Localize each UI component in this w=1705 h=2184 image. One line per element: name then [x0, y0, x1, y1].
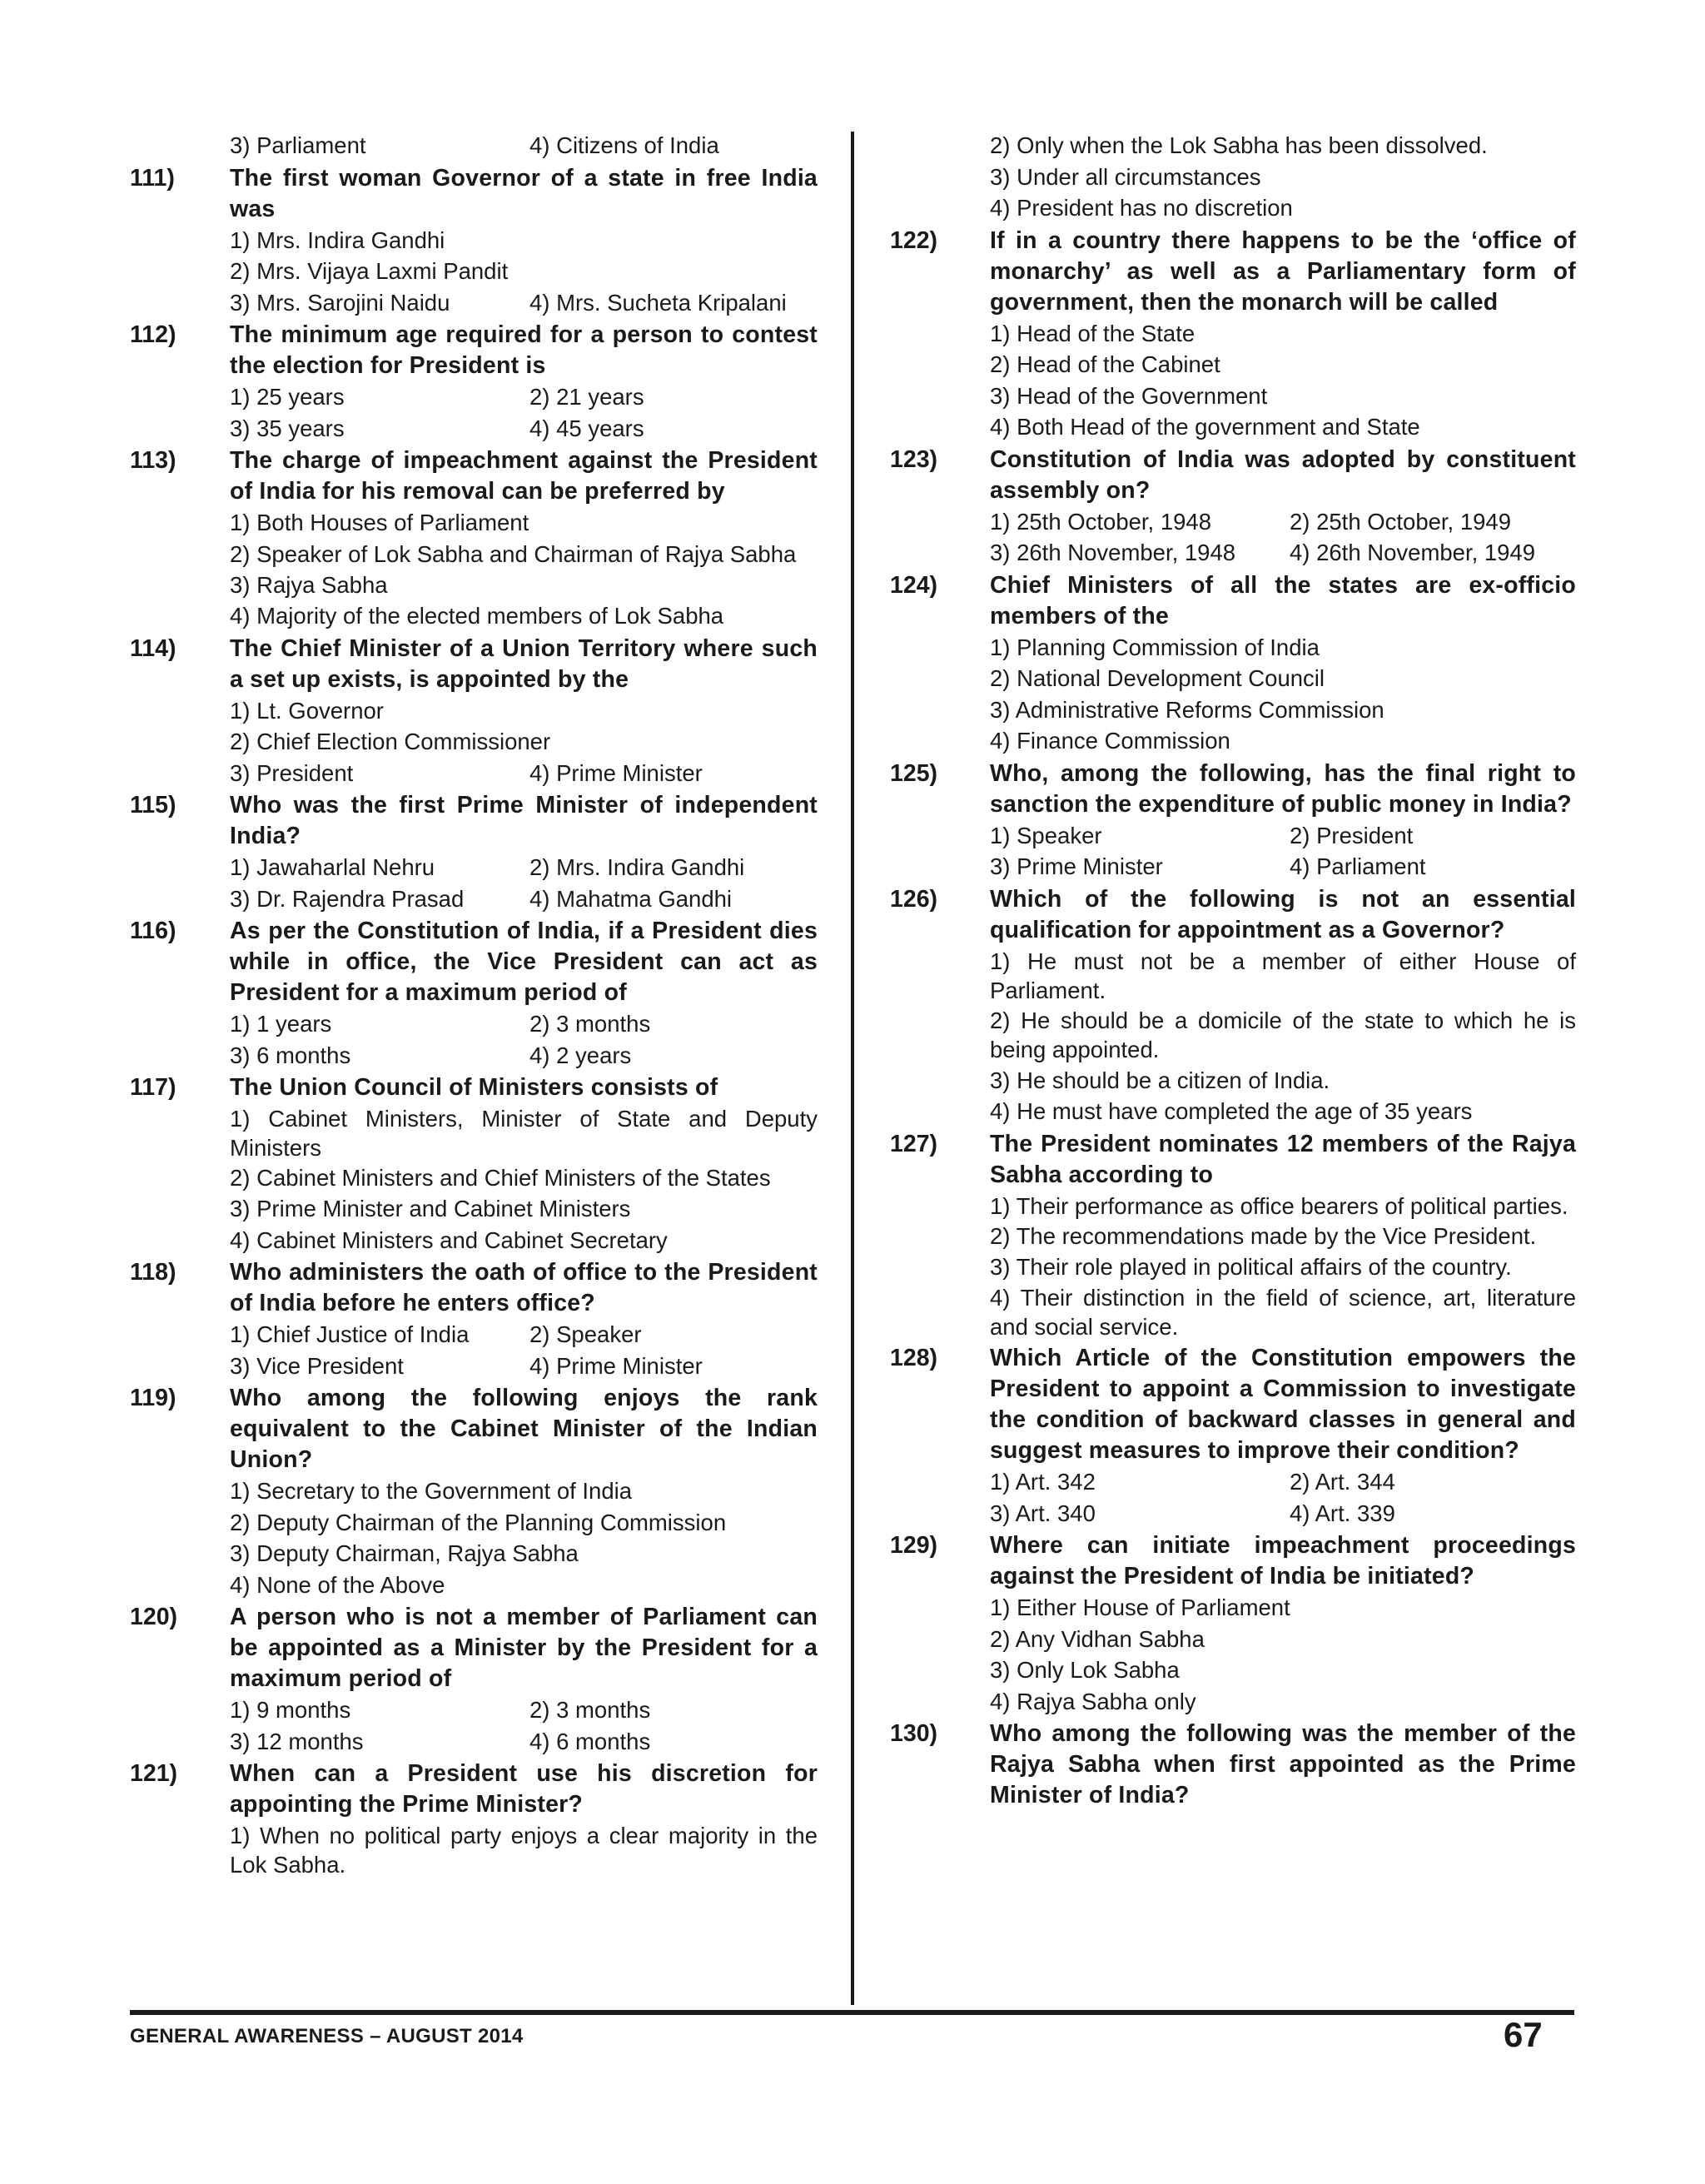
option: 4) 45 years: [529, 415, 644, 441]
option: 4) Both Head of the government and State: [990, 414, 1420, 440]
option: 3) Parliament: [230, 132, 366, 158]
question-number: 129): [890, 1532, 938, 1559]
question-text: Who was the first Prime Minister of independent India?: [230, 792, 818, 849]
option: 1) Cabinet Ministers, Minister of State and Deputy Ministers: [230, 1106, 818, 1161]
option: 1) Speaker: [990, 822, 1102, 848]
option: 4) Rajya Sabha only: [990, 1688, 1196, 1714]
option: 3) Prime Minister and Cabinet Ministers: [230, 1196, 631, 1221]
question-115: [125, 790, 818, 914]
option-row: [885, 1498, 1576, 1530]
footer-title: GENERAL AWARENESS – AUGUST 2014: [130, 2025, 524, 2047]
question-number: 128): [890, 1345, 938, 1371]
option: 3) 6 months: [230, 1042, 351, 1068]
question-number: 120): [130, 1604, 178, 1630]
option-row: [125, 1008, 818, 1040]
question-128: [885, 1343, 1576, 1529]
option: 2) Art. 344: [1290, 1469, 1395, 1495]
right-column: [885, 130, 1576, 1811]
question-text: The charge of impeachment against the President of India for his removal can be preferred by: [230, 447, 818, 505]
question-127: [885, 1129, 1576, 1342]
option-row: [885, 820, 1576, 852]
option: 1) 25th October, 1948: [990, 508, 1212, 535]
option-row: [125, 413, 818, 445]
option: 3) Only Lok Sabha: [990, 1657, 1180, 1683]
option: 1) Both Houses of Parliament: [230, 510, 529, 535]
question-text: If in a country there happens to be the ‘office of monarchy’ as well as a Parliamentary form of government, then the monarch will be called: [990, 226, 1576, 316]
question-number: 122): [890, 226, 938, 254]
question-number: 130): [890, 1720, 938, 1747]
option-row: [125, 1351, 818, 1382]
option: 2) Mrs. Vijaya Laxmi Pandit: [230, 258, 509, 284]
option-row: [885, 506, 1576, 538]
question-text: When can a President use his discretion for appointing the Prime Minister?: [230, 1760, 818, 1818]
option: 4) Cabinet Ministers and Cabinet Secretary: [230, 1226, 668, 1253]
option: 2) National Development Council: [990, 665, 1325, 691]
option: 2) 3 months: [529, 1697, 651, 1723]
option: 2) 25th October, 1949: [1290, 508, 1512, 535]
question-number: 112): [130, 321, 176, 348]
option: 4) He must have completed the age of 35 years: [990, 1098, 1473, 1124]
question-112: [125, 320, 818, 444]
option: 4) Parliament: [1290, 853, 1426, 879]
option: 2) Any Vidhan Sabha: [990, 1625, 1205, 1652]
question-123: [885, 445, 1576, 569]
question-number: 125): [890, 759, 938, 787]
option: 3) Mrs. Sarojini Naidu: [230, 289, 450, 316]
option: 2) Cabinet Ministers and Chief Ministers of the States: [230, 1165, 771, 1191]
option: 3) 12 months: [230, 1728, 364, 1754]
option-row: [885, 851, 1576, 883]
option: 3) Rajya Sabha: [230, 571, 388, 598]
option: 2) Deputy Chairman of the Planning Commission: [230, 1509, 727, 1535]
option-row: [125, 130, 818, 162]
option: 1) Their performance as office bearers of political parties.: [990, 1192, 1568, 1219]
option-row: [885, 1466, 1576, 1498]
option-row: [125, 1319, 818, 1351]
option: 2) Speaker of Lok Sabha and Chairman of Rajya Sabha: [230, 540, 797, 567]
option: 1) 25 years: [230, 384, 345, 410]
question-117: [125, 1072, 818, 1256]
option: 2) Only when the Lok Sabha has been dissolved.: [990, 132, 1488, 158]
question-text: Who among the following was the member of the Rajya Sabha when first appointed as the Prime Minister of India?: [990, 1720, 1576, 1808]
option: 4) Prime Minister: [529, 1352, 703, 1379]
option: 1) 9 months: [230, 1697, 351, 1723]
question-113: [125, 445, 818, 632]
option: 4) 6 months: [529, 1728, 651, 1754]
question-text: As per the Constitution of India, if a President dies while in office, the Vice President can act as President for a maximum period of: [230, 918, 818, 1006]
option: 2) Head of the Cabinet: [990, 351, 1220, 377]
question-number: 121): [130, 1760, 178, 1787]
option: 4) Prime Minister: [529, 759, 703, 786]
left-column: [125, 130, 818, 1880]
option: 2) President: [1290, 822, 1414, 848]
question-122: [885, 226, 1576, 443]
question-number: 126): [890, 885, 938, 913]
question-126: [885, 884, 1576, 1127]
option: 3) Dr. Rajendra Prasad: [230, 885, 465, 912]
option-row: [125, 1040, 818, 1072]
option: 2) 3 months: [529, 1011, 651, 1037]
question-number: 114): [130, 634, 176, 662]
option: 2) He should be a domicile of the state to which he is being appointed.: [990, 1007, 1576, 1062]
question-text: The Chief Minister of a Union Territory where such a set up exists, is appointed by the: [230, 634, 818, 693]
option: 3) Prime Minister: [990, 853, 1163, 879]
option-row: [125, 758, 818, 789]
question-124: [885, 570, 1576, 757]
option: 1) Planning Commission of India: [990, 634, 1320, 660]
option-row: [125, 852, 818, 883]
question-text: The Union Council of Ministers consists of: [230, 1074, 718, 1101]
option: 1) Jawaharlal Nehru: [230, 854, 435, 880]
option-row: [125, 883, 818, 915]
option: 1) 1 years: [230, 1011, 332, 1037]
option: 4) Their distinction in the field of science, art, literature and social service.: [990, 1285, 1576, 1340]
question-116: [125, 916, 818, 1071]
option: 2) Speaker: [529, 1321, 642, 1347]
option: 2) Mrs. Indira Gandhi: [529, 854, 745, 880]
option: 3) Their role played in political affairs of the country.: [990, 1253, 1512, 1280]
question-111: [125, 163, 818, 319]
option-row: [125, 287, 818, 319]
question-119: [125, 1383, 818, 1600]
question-129: [885, 1530, 1576, 1717]
footer-rule: [130, 2010, 1574, 2015]
option-row: [885, 537, 1576, 569]
option: 4) Citizens of India: [529, 132, 719, 158]
question-text: The minimum age required for a person to contest the election for President is: [230, 321, 818, 379]
option: 3) Art. 340: [990, 1500, 1096, 1526]
option: 3) President: [230, 759, 354, 786]
question-text: Constitution of India was adopted by constituent assembly on?: [990, 445, 1576, 504]
question-text: Where can initiate impeachment proceedings against the President of India be initiated?: [990, 1532, 1576, 1589]
question-number: 117): [130, 1074, 176, 1101]
question-number: 118): [130, 1259, 176, 1286]
question-text: Who among the following enjoys the rank equivalent to the Cabinet Minister of the Indian Union?: [230, 1385, 818, 1473]
question-number: 113): [130, 447, 176, 474]
option: 1) When no political party enjoys a clear majority in the Lok Sabha.: [230, 1823, 818, 1878]
question-118: [125, 1257, 818, 1381]
question-number: 123): [890, 445, 938, 473]
option: 4) President has no discretion: [990, 195, 1293, 221]
option: 2) 21 years: [529, 384, 644, 410]
page-number: 67: [1504, 2015, 1543, 2054]
question-text: A person who is not a member of Parliament can be appointed as a Minister by the President for a maximum period of: [230, 1604, 818, 1692]
option: 4) Finance Commission: [990, 728, 1230, 754]
question-text: Who administers the oath of office to the President of India before he enters office?: [230, 1259, 818, 1316]
option: 1) Head of the State: [990, 320, 1195, 346]
option-row: [125, 381, 818, 413]
option: 4) Majority of the elected members of Lok Sabha: [230, 603, 724, 629]
question-text: The first woman Governor of a state in free India was: [230, 164, 818, 222]
option: 4) Mahatma Gandhi: [529, 885, 733, 912]
question-text: Chief Ministers of all the states are ex-officio members of the: [990, 571, 1576, 629]
question-130: [885, 1719, 1576, 1811]
option: 3) 26th November, 1948: [990, 540, 1236, 565]
option: 3) Vice President: [230, 1352, 404, 1379]
option: 1) Mrs. Indira Gandhi: [230, 226, 445, 253]
question-text: Who, among the following, has the final right to sanction the expenditure of public money in India?: [990, 759, 1576, 818]
option: 1) Secretary to the Government of India: [230, 1478, 633, 1504]
option: 3) Deputy Chairman, Rajya Sabha: [230, 1540, 579, 1566]
option: 4) Mrs. Sucheta Kripalani: [529, 289, 787, 316]
question-text: Which Article of the Constitution empowers the President to appoint a Commission to investigate the condition of backward classes in general and suggest measures to improve their condition?: [990, 1345, 1576, 1464]
question-number: 115): [130, 792, 176, 818]
column-divider: [851, 132, 854, 2005]
question-text: The President nominates 12 members of the Rajya Sabha according to: [990, 1130, 1576, 1188]
question-number: 124): [890, 571, 938, 599]
option: 1) Art. 342: [990, 1469, 1096, 1495]
option: 4) 2 years: [529, 1042, 632, 1068]
option: 3) He should be a citizen of India.: [990, 1067, 1330, 1093]
question-114: [125, 634, 818, 789]
option: 1) Lt. Governor: [230, 697, 384, 724]
question-number: 127): [890, 1130, 938, 1157]
option: 4) None of the Above: [230, 1571, 445, 1598]
question-number: 116): [130, 918, 176, 944]
option: 4) Art. 339: [1290, 1500, 1395, 1526]
option: 2) Chief Election Commissioner: [230, 729, 551, 754]
option: 3) 35 years: [230, 415, 345, 441]
option: 1) Either House of Parliament: [990, 1594, 1290, 1620]
question-121: [125, 1759, 818, 1879]
question-number: 119): [130, 1385, 176, 1411]
option: 1) Chief Justice of India: [230, 1321, 470, 1347]
question-120: [125, 1602, 818, 1757]
option-row: [125, 1726, 818, 1758]
option: 2) The recommendations made by the Vice President.: [990, 1222, 1537, 1249]
option: 1) He must not be a member of either House of Parliament.: [990, 948, 1576, 1003]
option: 3) Under all circumstances: [990, 163, 1261, 190]
question-number: 111): [130, 164, 175, 192]
option-row: [125, 1694, 818, 1726]
question-125: [885, 759, 1576, 883]
option: 4) 26th November, 1949: [1290, 540, 1536, 565]
question-text: Which of the following is not an essential qualification for appointment as a Governor?: [990, 885, 1576, 943]
option: 3) Administrative Reforms Commission: [990, 696, 1384, 723]
option: 3) Head of the Government: [990, 382, 1268, 409]
